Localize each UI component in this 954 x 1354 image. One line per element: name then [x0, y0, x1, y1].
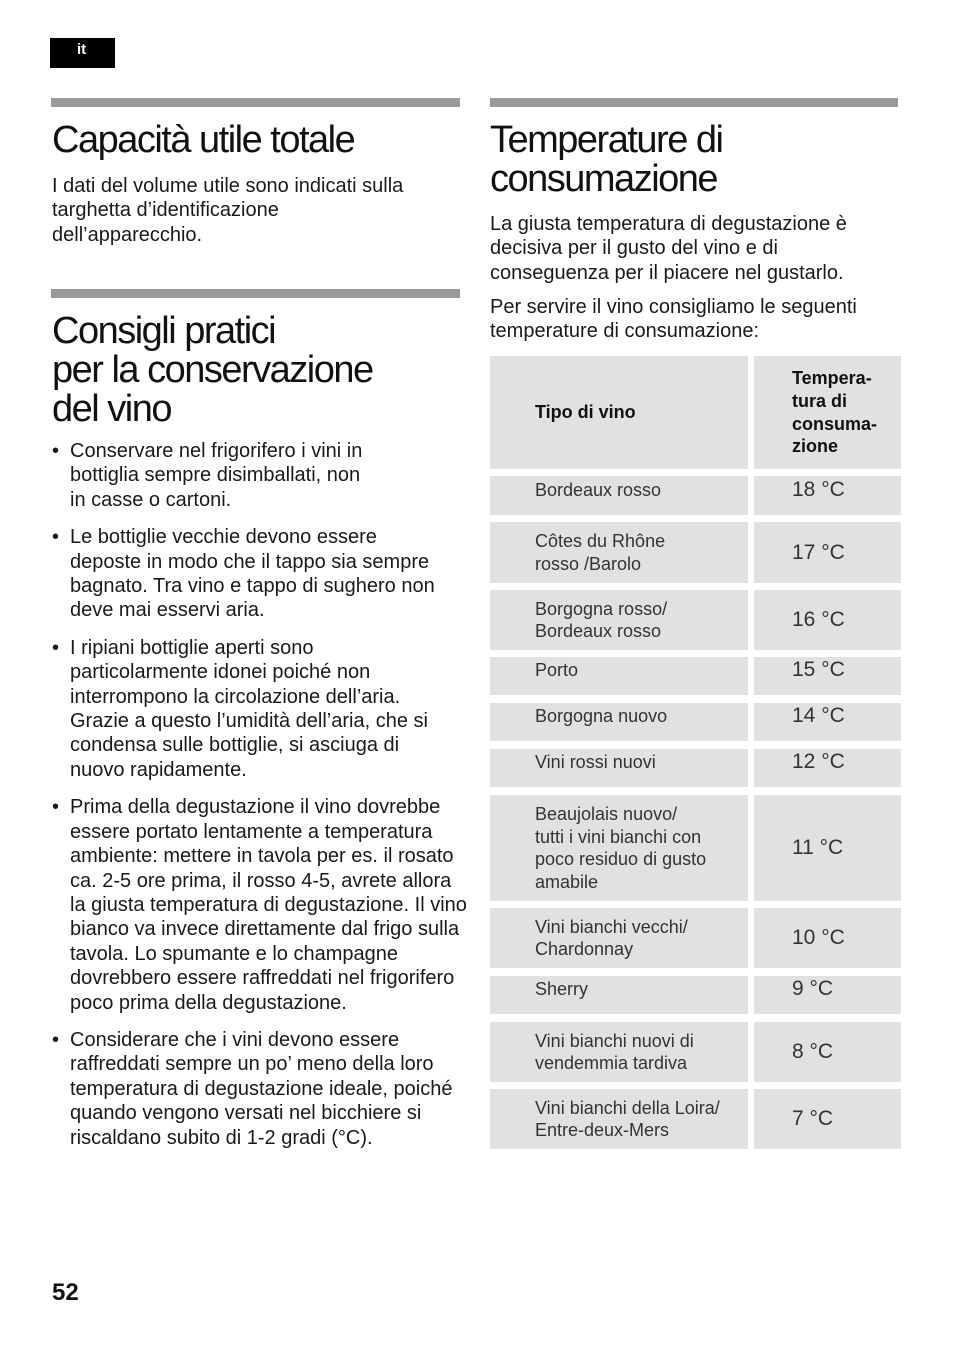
temperature-value: 17 °C	[792, 540, 845, 564]
wine-name-line: Beaujolais nuovo/	[535, 804, 678, 824]
header-line: zione	[792, 436, 839, 457]
table-cell-wine	[490, 749, 748, 787]
temperature-value: 10 °C	[792, 926, 845, 949]
wine-name: Porto	[535, 660, 579, 680]
header-text	[792, 367, 877, 457]
title-line: Consigli pratici	[52, 310, 276, 352]
header-text: Tipo di vino	[535, 402, 636, 423]
temperature-value: 15 °C	[792, 658, 845, 681]
wine-name-line: Chardonnay	[535, 939, 634, 959]
wine-name-line: Entre-deux-Mers	[535, 1120, 670, 1140]
table-cell-temperature	[754, 657, 901, 695]
wine-name-line: Bordeaux rosso	[535, 621, 662, 641]
table-cell-temperature	[754, 908, 901, 968]
temperature-value: 14 °C	[792, 704, 845, 727]
language-tag: it	[50, 38, 115, 68]
bullet-icon: •	[52, 796, 60, 819]
table-cell-temperature	[754, 976, 901, 1014]
section-title-capacity: Capacità utile totale	[52, 119, 355, 161]
table-cell-wine	[490, 590, 748, 650]
list-item	[52, 525, 445, 623]
section-divider	[51, 98, 460, 107]
list-item	[52, 795, 470, 1015]
header-line: tura di	[792, 390, 848, 411]
wine-name-line: Vini bianchi vecchi/	[535, 916, 688, 937]
table-cell-wine	[490, 1022, 748, 1082]
section-title-storage-tips	[52, 312, 472, 429]
table-cell-temperature	[754, 522, 901, 583]
header-line: consuma-	[792, 413, 878, 434]
table-cell-temperature	[754, 1089, 901, 1149]
temperature-value: 11 °C	[792, 836, 844, 859]
temperature-value: 18 °C	[792, 478, 845, 501]
storage-tips-list	[52, 439, 467, 1163]
bullet-icon: •	[52, 636, 60, 659]
temperature-value: 12 °C	[792, 750, 845, 773]
wine-name: Bordeaux rosso	[535, 480, 662, 500]
list-item	[52, 636, 445, 782]
table-cell-temperature	[754, 795, 901, 901]
header-line: Tempera-	[792, 368, 872, 389]
title-line: per la conservazione	[52, 349, 373, 391]
temperature-intro-text: La giusta temperatura di degustazione è decisiva per il gusto del vino e di conseguenza per il piacere nel gustarlo.	[490, 213, 847, 284]
capacity-text: I dati del volume utile sono indicati sulla targhetta d’identificazione dell’apparecchio.	[52, 175, 404, 246]
wine-name-line: tutti i vini bianchi con	[535, 826, 702, 847]
temperature-recommendation-text: Per servire il vino consigliamo le seguenti temperature di consumazione:	[490, 296, 857, 343]
wine-name-line: Vini bianchi della Loira/	[535, 1097, 720, 1118]
wine-name-line: Côtes du Rhône	[535, 531, 666, 551]
wine-name-line: Vini bianchi nuovi di	[535, 1030, 694, 1051]
table-header-temperature	[754, 356, 901, 469]
section-title-serving-temperatures	[490, 121, 722, 199]
wine-name-line: Borgogna rosso/	[535, 598, 668, 619]
list-item-text: I ripiani bottiglie aperti sono particolarmente idonei poiché non interrompono la circolazione dell’aria. Grazie a questo l’umidità dell’aria, che si condensa sulle bottiglie, si asciuga di nuovo rapidamente.	[70, 636, 428, 781]
bullet-icon: •	[52, 1028, 60, 1051]
temperature-value: 7 °C	[792, 1107, 834, 1130]
bullet-icon: •	[52, 526, 60, 549]
table-cell-wine	[490, 703, 748, 741]
wine-name-line: amabile	[535, 871, 599, 892]
section-divider	[51, 289, 460, 298]
table-cell-wine	[490, 795, 748, 901]
wine-name-line: vendemmia tardiva	[535, 1053, 688, 1073]
list-item-text: Le bottiglie vecchie devono essere deposte in modo che il tappo sia sempre bagnato. Tra vino e tappo di sughero non deve mai esservi aria.	[70, 526, 435, 622]
wine-name: Vini rossi nuovi	[535, 752, 656, 772]
wine-name-line: poco residuo di gusto	[535, 849, 707, 869]
table-cell-wine	[490, 1089, 748, 1149]
table-cell-temperature	[754, 703, 901, 741]
table-header-wine-type	[490, 356, 748, 469]
title-line: del vino	[52, 388, 171, 430]
title-line: consumazione	[490, 158, 718, 200]
list-item-text: Conservare nel frigorifero i vini in bottiglia sempre disimballati, non in casse o cartoni.	[70, 440, 363, 511]
temperature-value: 16 °C	[792, 608, 845, 631]
table-cell-wine	[490, 976, 748, 1014]
list-item-text: Prima della degustazione il vino dovrebbe essere portato lentamente a temperatura ambiente: mettere in tavola per es. il rosato ca. 2-5 ore prima, il rosso 4-5, avrete allora la giusta temperatura di degustazione. Il vino bianco va invece direttamente dal frigo sulla tavola. Lo spumante e lo champagne dovrebbero essere raffreddati nel frigorifero poco prima della degustazione.	[70, 796, 467, 1014]
wine-name: Sherry	[535, 979, 589, 999]
table-cell-wine	[490, 476, 748, 515]
bullet-icon: •	[52, 440, 60, 462]
list-item	[52, 1028, 480, 1150]
table-cell-temperature	[754, 749, 901, 787]
list-item-text: Considerare che i vini devono essere raffreddati sempre un po’ meno della loro temperatura di degustazione ideale, poiché quando vengono versati nel bicchiere si riscaldano subito di 1-2 gradi (°C).	[70, 1028, 453, 1149]
list-item	[52, 439, 370, 512]
table-cell-wine	[490, 908, 748, 968]
temperature-value: 8 °C	[792, 1040, 834, 1063]
wine-name-line: rosso /Barolo	[535, 553, 642, 574]
table-cell-wine	[490, 657, 748, 695]
table-cell-temperature	[754, 476, 901, 515]
table-cell-temperature	[754, 590, 901, 650]
title-line: Temperature di	[490, 119, 723, 161]
section-divider	[490, 98, 898, 107]
table-cell-wine	[490, 522, 748, 583]
table-cell-temperature	[754, 1022, 901, 1082]
wine-name: Borgogna nuovo	[535, 706, 668, 726]
page-number: 52	[52, 1279, 79, 1306]
temperature-value: 9 °C	[792, 977, 834, 1000]
